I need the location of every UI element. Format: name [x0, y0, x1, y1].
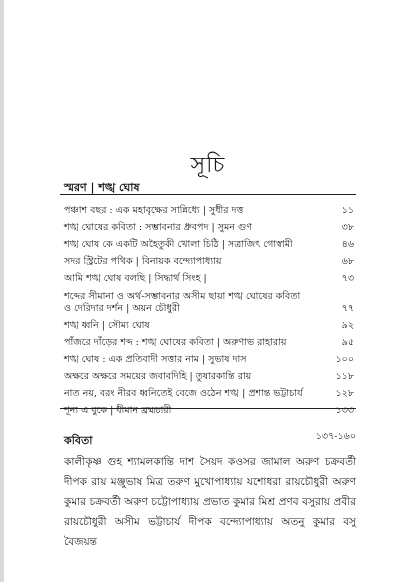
toc-entry-page: ১৩৩ [335, 405, 354, 416]
toc-entry-title: শঙ্খ ধ্বনি | সৌম্য ঘোষ [64, 320, 150, 331]
toc-entry-title: পাঁজরে দাঁড়ের শব্দ : শঙ্খ ঘোষের কবিতা | অরুণাভ রাহারায় [64, 337, 287, 348]
toc-entry-page: ৭৩ [341, 273, 354, 284]
section-divider [60, 408, 356, 409]
toc-entry-page: ৪৬ [341, 239, 354, 250]
section-page-range: ১৩৭-১৬০ [315, 431, 356, 442]
toc-entry[interactable] [64, 268, 354, 285]
toc-entry-page: ১১ [341, 205, 354, 216]
toc-entry-title: শঙ্খ ঘোষ : এক প্রতিবাদী সত্তার নাম | সুভাষ দাস [64, 354, 247, 365]
section-rule-top [60, 194, 356, 195]
toc-entry-title: শঙ্খ ঘোষ কে একটি অহৈতুকী খোলা চিঠি | সত্রাজিৎ গোস্বামী [64, 239, 293, 250]
toc-entry-title: শঙ্খ ঘোষের কবিতা : সম্ভাবনার ধ্রুবপদ | সুমন গুণ [64, 222, 253, 233]
toc-entry[interactable] [64, 200, 354, 217]
toc-entry-title: শূন্য এ বুকে | ধীমান ব্রহ্মচারী [64, 405, 172, 416]
toc-entry[interactable] [64, 285, 354, 315]
toc-entry-page: ৯২ [341, 320, 354, 331]
toc-entry[interactable] [64, 315, 354, 332]
toc-entry[interactable] [64, 332, 354, 349]
section-heading-remembrance: স্মরণ | শঙ্খ ঘোষ [64, 181, 140, 194]
page-edge [0, 0, 4, 582]
page-title: সূচি [190, 153, 226, 178]
toc-entry[interactable] [64, 349, 354, 366]
poet-list: কালীকৃষ্ণ গুহ শ্যামলকান্তি দাশ সৈয়দ কওসর জামাল অরুণ চক্রবর্তী দীপক রায় মঞ্জুভাষ মিত্র তরুণ মুখোপাধ্যায় যশোধরা রায়চৌধুরী অরুণ কুমার চক্রবর্তী অরুণ চট্টোপাধ্যায় প্রভাত কুমার মিশ্র প্রণব বসুরায় প্রবীর রায়চৌধুরী অসীম ভট্টাচার্য দীপক বন্দ্যোপাধ্যায় অতনু কুমার বসু বৈজয়ন্ত [64, 456, 356, 548]
toc-list [64, 200, 354, 417]
toc-entry-title: অক্ষরে অক্ষরে সময়ের জবাবদিহি | তুষারকান্তি রায় [64, 371, 252, 382]
toc-entry-page: ৩৮ [341, 222, 354, 233]
toc-entry-page: ১০০ [335, 354, 354, 365]
toc-entry-title: নাত নয়, বরং নীরব ধ্বনিতেই বেজে ওঠেন শঙ্খ | প্রশান্ত ভট্টাচার্য [64, 388, 303, 399]
toc-entry[interactable] [64, 366, 354, 383]
toc-entry[interactable] [64, 234, 354, 251]
toc-entry-title: শব্দের সীমানা ও অর্থ-সম্ভাবনার অসীম ছায়া শঙ্খ ঘোষের কবিতা ও দেরিদার দর্শন | অয়ন চৌধুরী [64, 291, 301, 314]
toc-entry-page: ৭৭ [341, 303, 354, 314]
toc-entry-title: আমি শঙ্খ ঘোষ বলছি | সিদ্ধার্থ সিংহ | [64, 273, 207, 284]
toc-entry[interactable] [64, 383, 354, 400]
toc-entry-page: ৯৫ [341, 337, 354, 348]
toc-entry-page: ১১৮ [335, 371, 354, 382]
toc-entry-title: সদর স্ট্রিটের পথিক | বিনায়ক বন্দ্যোপাধ্যায় [64, 256, 222, 267]
toc-entry[interactable] [64, 217, 354, 234]
section-heading-poetry: কবিতা [64, 434, 93, 447]
toc-entry-page: ১২৮ [335, 388, 354, 399]
toc-entry[interactable] [64, 251, 354, 268]
toc-entry-title: পঞ্চাশ বছর : এক মহাবৃক্ষের সান্নিধ্যে | সুধীর দত্ত [64, 205, 244, 216]
toc-entry-page: ৬৮ [341, 256, 354, 267]
